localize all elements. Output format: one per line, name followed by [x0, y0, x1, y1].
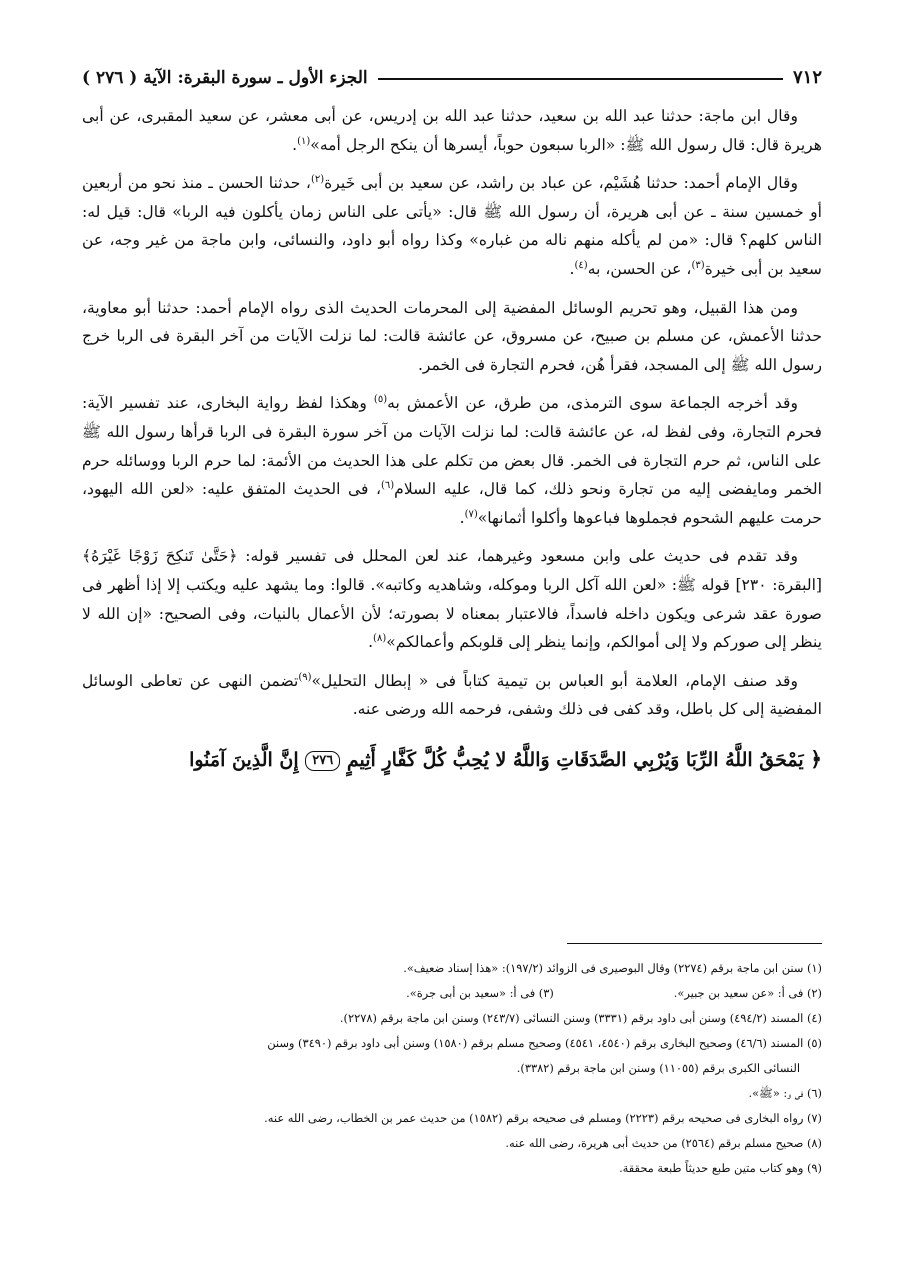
- footnote-ref: (٢): [310, 174, 325, 185]
- footnote-ref: (٤): [574, 259, 588, 271]
- paragraph-5: وقد تقدم فى حديث على وابن مسعود وغيرهما، عند لعن المحلل فى تفسير قوله: ﴿حَتَّىٰ تَنكِحَ زَوْجًا غَيْرَهُ﴾ [البقرة: ٢٣٠] قوله ﷺ: «لعن الله آكل الربا وموكله، وشاهديه وكاتبه». قالوا: وما يشهد عليه ويكتب إلا إذا أظهر فى صورة عقد شرعى ويكون داخله فاسداً، فالاعتبار بمعناه لا بصورته؛ لأن الأعمال بالنيات، وفى الصحيح: «إن الله لا ينظر إلى صوركم ولا إلى أموالكم، وإنما ينظر إلى قلوبكم وأعمالكم»$^{(٨)}$.: [82, 547, 822, 652]
- footnote-8: (٨) صحيح مسلم برقم (٢٥٦٤) من حديث أبى هريرة، رضى الله عنه.: [505, 1136, 822, 1150]
- footnote-rule: [567, 943, 822, 944]
- footnote-2-3: (٢) فى أ: «عن سعيد بن جبير».(٣) فى أ: «سعيد بن أبى جرة».: [406, 986, 822, 1000]
- footnote-5: (٥) المسند (٤٦/٦) وصحيح البخارى برقم (٤٥٤٠، ٤٥٤١) وصحيح مسلم برقم (١٥٨٠) وسنن أبى داود برقم (٣٤٩٠) وسنن: [267, 1036, 822, 1050]
- footnote-6: (٦) فى و: «ﷺ».: [748, 1086, 822, 1100]
- paragraph-6: وقد صنف الإمام، العلامة أبو العباس بن تيمية كتاباً فى « إبطال التحليل»$^{(٩)}$تضمن النهى عن تعاطى الوسائل المفضية إلى كل باطل، وقد كفى فى ذلك وشفى، فرحمه الله ورضى عنه.: [82, 671, 822, 719]
- page-number: ٧١٢: [792, 67, 822, 88]
- footnote-ref: (٥): [373, 394, 388, 406]
- footnotes: [82, 956, 822, 1181]
- paragraph-2: وقال الإمام أحمد: حدثنا هُشَيْم، عن عباد بن راشد، عن سعيد بن أبى خَيرة$^{(٢)}$، حدثنا الحسن ـ منذ نحو من أربعين أو خمسين سنة ـ عن أبى هريرة، أن رسول الله ﷺ قال: «يأتى على الناس زمان يأكلون فيه الربا» قال: قيل له: الناس كلهم؟ قال: «من لم يأكله منهم ناله من غباره» وكذا رواه أبو داود، والنسائى، وابن ماجة من غير وجه، عن سعيد بن أبى خيرة$^{(٣)}$، عن الحسن، به$^{(٤)}$.: [82, 174, 822, 278]
- verse-bracket: ﴿: [810, 746, 822, 771]
- footnote-ref: (٣): [691, 259, 705, 271]
- verse-text-continued: إِنَّ الَّذِينَ آمَنُوا: [189, 748, 299, 771]
- footnote-1: (١) سنن ابن ماجة برقم (٢٢٧٤) وقال البوصيرى فى الزوائد (١٩٧/٢): «هذا إسناد ضعيف».: [403, 961, 822, 975]
- footnote-9: (٩) وهو كتاب متين طبع حديثاً طبعة محققة.: [619, 1161, 822, 1175]
- footnote-4: (٤) المسند (٤٩٤/٢) وسنن أبى داود برقم (٣٣٣١) وسنن النسائى (٢٤٣/٧) وسنن ابن ماجة برقم (٢٢٧٨).: [339, 1011, 822, 1025]
- footnote-ref: (٧): [464, 508, 478, 520]
- footnote-5-continued: النسائى الكبرى برقم (١١٠٥٥) وسنن ابن ماجة برقم (٣٣٨٢).: [516, 1061, 800, 1075]
- paragraph-1: وقال ابن ماجة: حدثنا عبد الله بن سعيد، حدثنا عبد الله بن إدريس، عن أبى معشر، عن سعيد المقبرى، عن أبى هريرة قال: قال رسول الله ﷺ: «الربا سبعون حوباً، أيسرها أن ينكح الرجل أمه»$^{(١)}$.: [82, 107, 822, 154]
- running-title: الجزء الأول ـ سورة البقرة: الآية ( ٢٧٦ ): [82, 68, 368, 88]
- footnote-7: (٧) رواه البخارى فى صحيحه برقم (٢٢٢٣) ومسلم فى صحيحه برقم (١٥٨٢) من حديث عمر بن الخطاب، رضى الله عنه.: [264, 1111, 822, 1125]
- footnote-ref: (٦): [380, 479, 395, 491]
- paragraph-3: ومن هذا القبيل، وهو تحريم الوسائل المفضية إلى المحرمات الحديث الذى رواه الإمام أحمد: حدثنا أبو معاوية، حدثنا الأعمش، عن مسلم بن صبيح، عن مسروق، عن عائشة قالت: لما نزلت الآيات من آخر البقرة فى الربا خرج رسول الله ﷺ إلى المسجد، فقرأ هُن، فحرم التجارة فى الخمر.: [82, 298, 822, 374]
- verse-text: يَمْحَقُ اللَّهُ الرِّبَا وَيُرْبِي الصَّدَقَاتِ وَاللَّهُ لا يُحِبُّ كُلَّ كَفَّارٍ أَثِيمٍ: [346, 748, 804, 771]
- quran-verse: [82, 742, 822, 777]
- footnote-ref: (٨): [373, 632, 387, 644]
- footnote-ref: (٩): [298, 671, 312, 683]
- header-rule: [378, 78, 783, 80]
- main-text: [82, 102, 822, 777]
- ayah-number-badge: ٢٧٦: [305, 751, 340, 771]
- page-header: [82, 66, 822, 90]
- paragraph-4: وقد أخرجه الجماعة سوى الترمذى، من طرق، عن الأعمش به$^{(٥)}$ وهكذا لفظ رواية البخارى، عند تفسير الآية: فحرم التجارة، وفى لفظ له، عن عائشة قالت: لما نزلت الآيات من آخر سورة البقرة فى الربا قرأها رسول الله ﷺ على الناس، ثم حرم التجارة فى الخمر. قال بعض من تكلم على هذا الحديث من الأئمة: لما حرم الربا ووسائله حرم الخمر ومايفضى إليه من تجارة ونحو ذلك، كما قال، عليه السلام$^{(٦)}$، فى الحديث المتفق عليه: «لعن الله اليهود، حرمت عليهم الشحوم فجملوها فباعوها وأكلوا أثمانها»$^{(٧)}$.: [82, 394, 822, 527]
- footnote-ref: (١): [297, 135, 311, 147]
